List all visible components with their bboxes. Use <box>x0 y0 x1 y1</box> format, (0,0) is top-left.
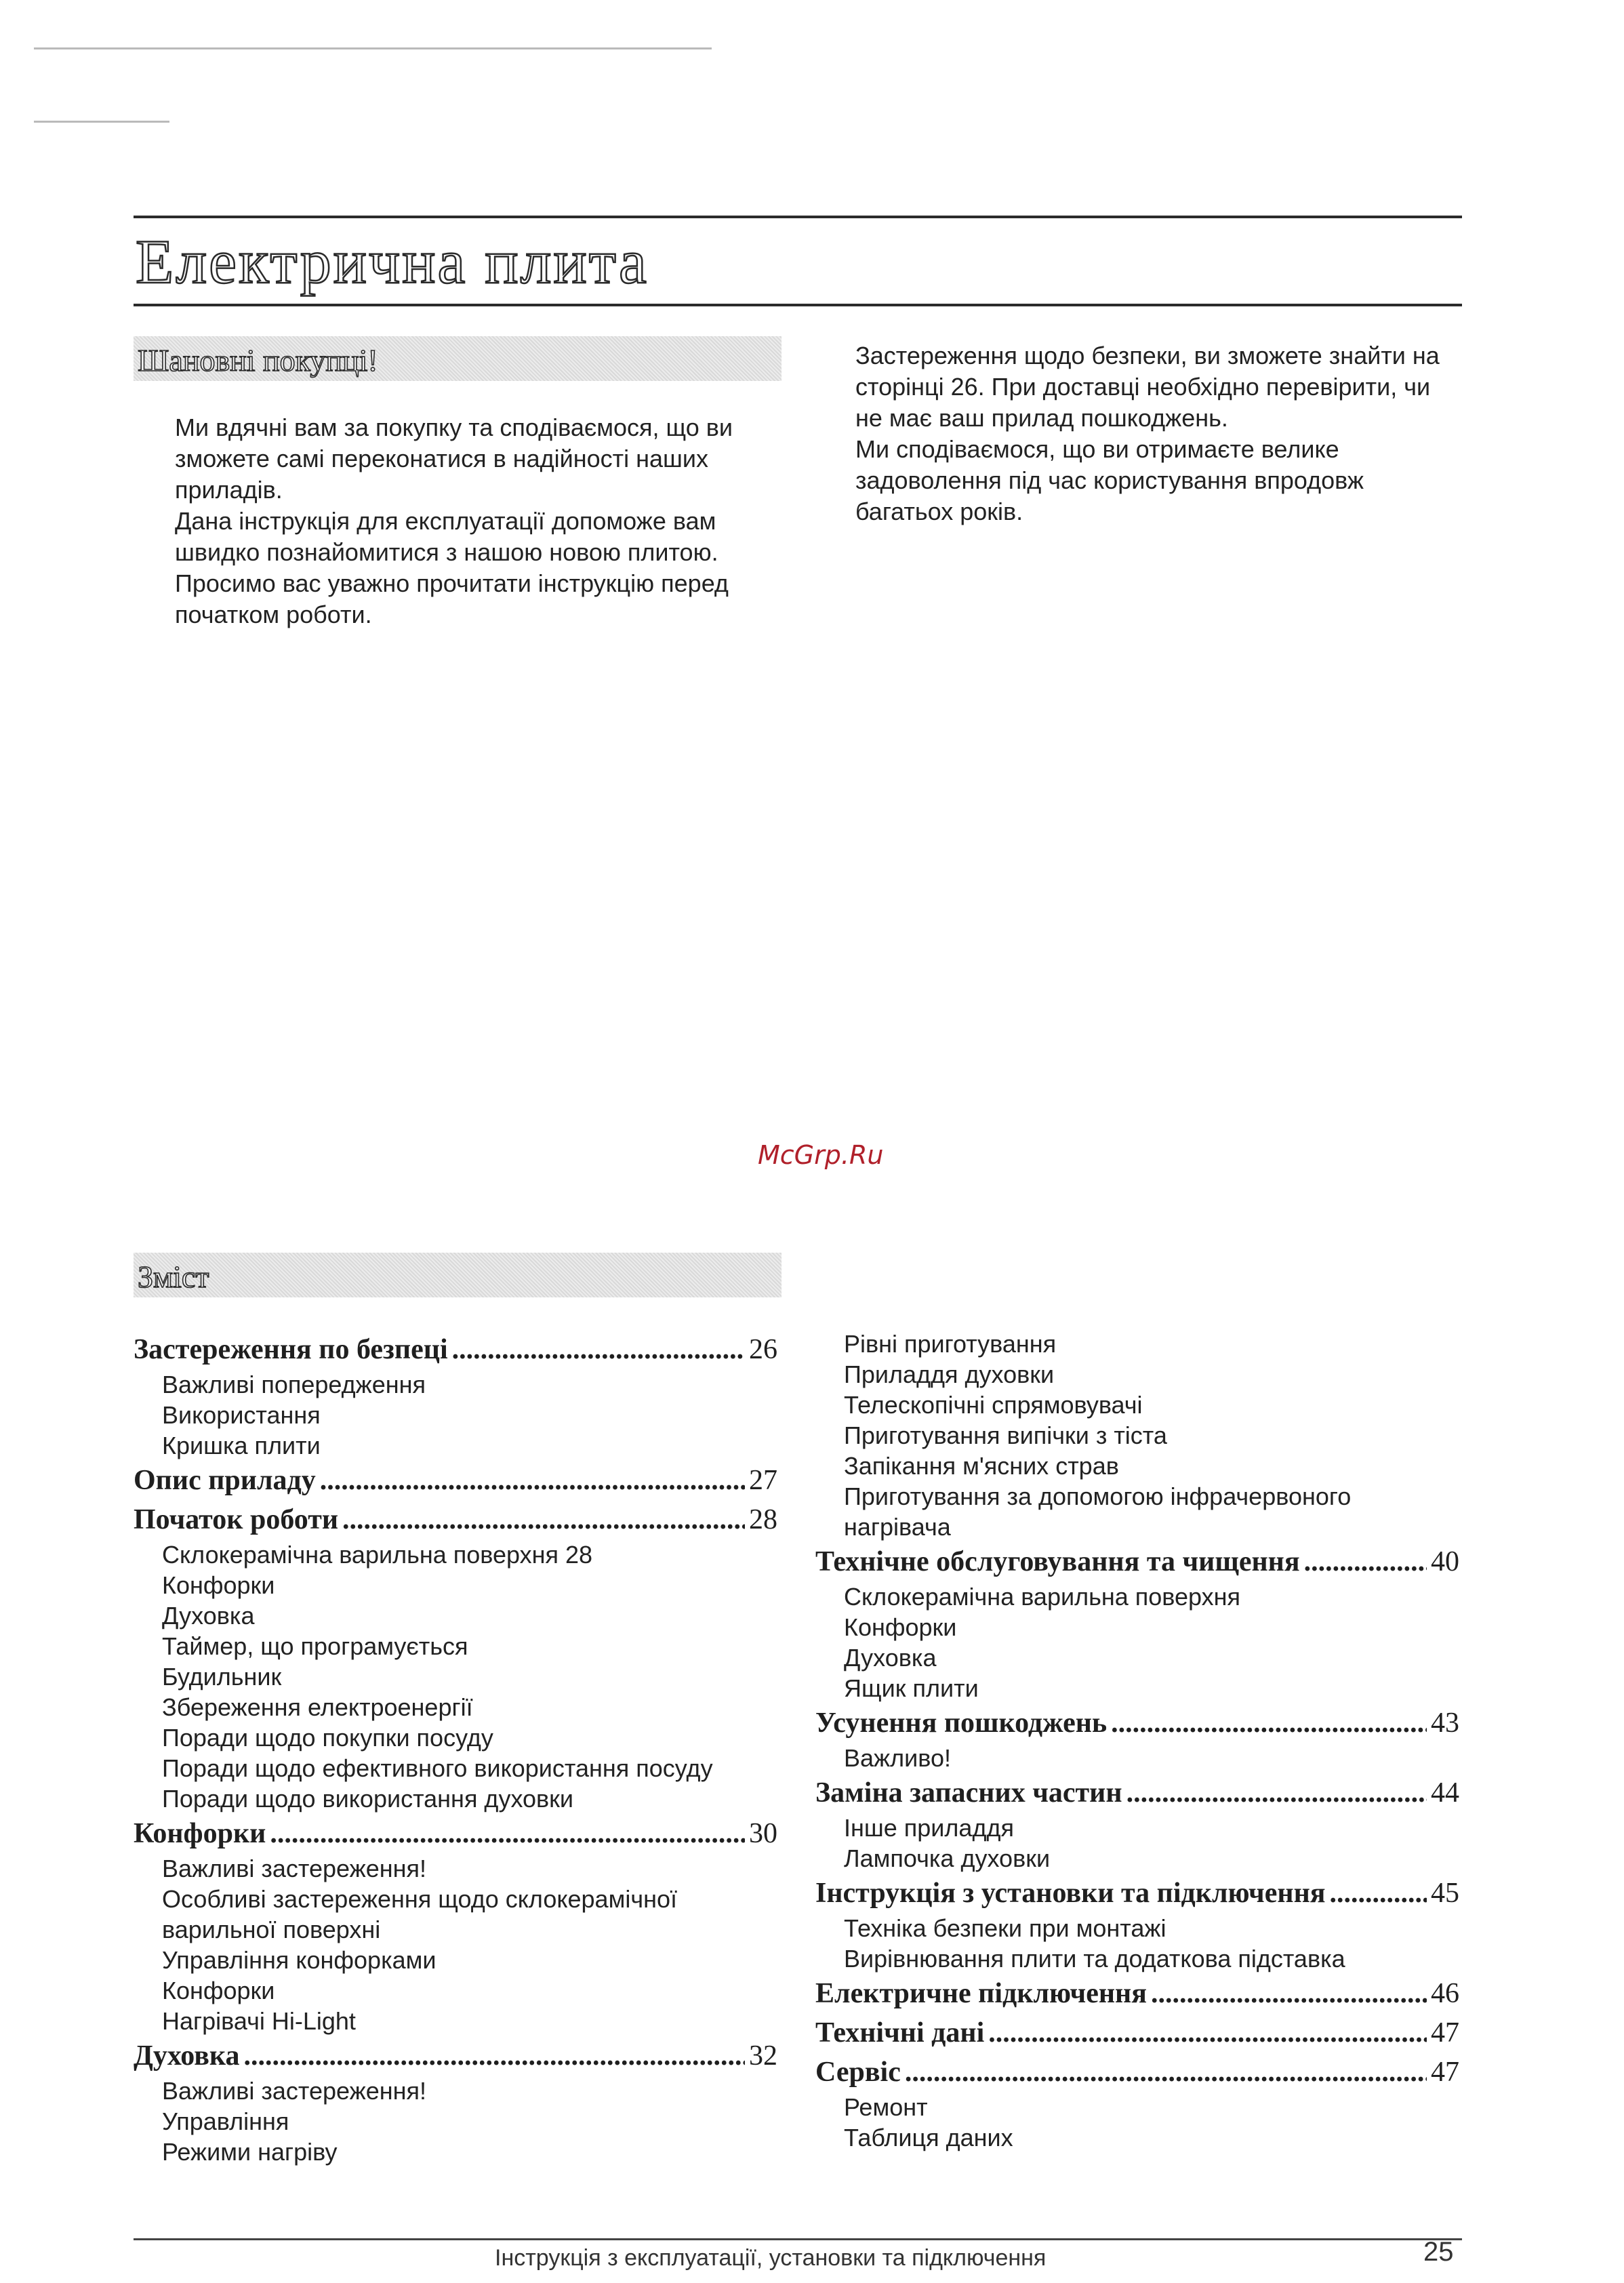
toc-leader-dots <box>905 2053 1427 2092</box>
toc-leader-dots <box>342 1500 745 1539</box>
intro-paragraph: Застереження щодо безпеки, ви зможете знайти на сторінці 26. При доставці необхідно перевірити, чи не має ваш прилад пошкоджень. <box>855 342 1440 432</box>
toc-subentry: Духовка <box>844 1644 937 1672</box>
intro-paragraph: Дана інструкція для експлуатації допоможе вам швидко познайомитися з нашою новою плитою. Просимо вас уважно прочитати інструкцію перед початком роботи. <box>175 507 729 628</box>
scan-artifact-line <box>34 47 712 49</box>
toc-right-column <box>815 1329 1459 2153</box>
toc-heading: Зміст <box>138 1259 209 1294</box>
toc-entry-title: Конфорки <box>134 1818 266 1849</box>
intro-heading: Шановні покупці! <box>138 343 378 378</box>
toc-subentry: Будильник <box>162 1663 282 1691</box>
toc-entry[interactable] <box>134 1330 777 1369</box>
toc-entry-title: Технічне обслуговування та чищення <box>815 1546 1300 1577</box>
toc-entry-page: 27 <box>749 1465 777 1496</box>
toc-leader-dots <box>1330 1874 1427 1913</box>
toc-entry[interactable] <box>815 1773 1459 1813</box>
toc-entry-page: 43 <box>1431 1708 1459 1739</box>
toc-left-column <box>134 1330 777 2167</box>
toc-subentry: Склокерамічна варильна поверхня 28 <box>162 1541 593 1569</box>
toc-subentry: Склокерамічна варильна поверхня <box>844 1583 1240 1611</box>
toc-entry-title: Сервіс <box>815 2057 901 2088</box>
intro-right-column <box>855 340 1452 527</box>
toc-subentry: Приготування випічки з тіста <box>844 1421 1167 1449</box>
scan-artifact-line <box>34 121 169 123</box>
toc-subentry: Важливо! <box>844 1744 951 1772</box>
toc-subentry: Техніка безпеки при монтажі <box>844 1914 1166 1942</box>
toc-entry[interactable] <box>134 2036 777 2076</box>
toc-subentry: Ящик плити <box>844 1674 979 1702</box>
toc-entry[interactable] <box>815 2053 1459 2092</box>
toc-subentry: Рівні приготування <box>844 1330 1057 1358</box>
toc-entry[interactable] <box>134 1814 777 1853</box>
toc-subentry: Кришка плити <box>162 1432 321 1459</box>
toc-leader-dots <box>1126 1773 1427 1813</box>
toc-entry-page: 30 <box>749 1818 777 1849</box>
toc-leader-dots <box>1304 1542 1427 1581</box>
toc-entry-page: 32 <box>749 2040 777 2072</box>
toc-leader-dots <box>988 2013 1427 2053</box>
toc-subentry: Важливі попередження <box>162 1371 426 1398</box>
toc-subentry: Конфорки <box>844 1613 957 1641</box>
toc-subentry: Поради щодо ефективного використання посуду <box>162 1754 713 1782</box>
toc-subentry: Інше приладдя <box>844 1814 1014 1842</box>
toc-subentry: Важливі застереження! <box>162 2077 426 2105</box>
toc-entry-title: Інструкція з установки та підключення <box>815 1878 1326 1909</box>
toc-subentry: Особливі застереження щодо склокерамічної варильної поверхні <box>162 1885 677 1943</box>
toc-subentry: Конфорки <box>162 1571 275 1599</box>
toc-leader-dots <box>270 1814 745 1853</box>
toc-entry-title: Усунення пошкоджень <box>815 1708 1108 1739</box>
toc-entry-title: Технічні дані <box>815 2017 985 2048</box>
intro-paragraph: Ми сподіваємося, що ви отримаєте велике задоволення під час користування впродовж багатьох років. <box>855 435 1364 525</box>
toc-entry-page: 26 <box>749 1334 777 1365</box>
toc-entry-page: 47 <box>1431 2057 1459 2088</box>
toc-entry[interactable] <box>815 1703 1459 1743</box>
intro-heading-banner <box>134 336 781 381</box>
toc-subentry: Збереження електроенергії <box>162 1693 473 1721</box>
toc-subentry: Нагрівачі Hi-Light <box>162 2007 356 2035</box>
toc-entry-title: Заміна запасних частин <box>815 1777 1122 1809</box>
page-title: Електрична плита <box>136 227 649 296</box>
toc-leader-dots <box>452 1330 745 1369</box>
footer-text: Інструкція з експлуатації, установки та підключення <box>495 2245 1047 2271</box>
toc-subentry: Конфорки <box>162 1977 275 2004</box>
toc-subentry: Ремонт <box>844 2093 928 2121</box>
intro-paragraph: Ми вдячні вам за покупку та сподіваємося, що ви зможете самі переконатися в надійності наших приладів. <box>175 413 733 504</box>
toc-subentry: Лампочка духовки <box>844 1844 1051 1872</box>
toc-entry[interactable] <box>815 2013 1459 2053</box>
toc-leader-dots <box>244 2036 746 2076</box>
toc-subentry: Управління <box>162 2107 289 2135</box>
toc-entry-title: Духовка <box>134 2040 240 2072</box>
watermark: McGrp.Ru <box>758 1140 884 1170</box>
toc-entry[interactable] <box>815 1542 1459 1581</box>
toc-leader-dots <box>320 1461 745 1500</box>
toc-entry[interactable] <box>134 1461 777 1500</box>
toc-entry-page: 44 <box>1431 1777 1459 1809</box>
toc-leader-dots <box>1151 1974 1427 2013</box>
toc-subentry: Приладдя духовки <box>844 1360 1055 1388</box>
page-number: 25 <box>1423 2237 1454 2267</box>
toc-entry[interactable] <box>134 1500 777 1539</box>
toc-subentry: Вирівнювання плити та додаткова підставка <box>844 1945 1345 1973</box>
toc-subentry: Таблиця даних <box>844 2124 1013 2151</box>
toc-leader-dots <box>1111 1703 1427 1743</box>
toc-subentry: Телескопічні спрямовувачі <box>844 1391 1143 1419</box>
title-top-rule <box>134 216 1462 218</box>
toc-entry[interactable] <box>815 1974 1459 2013</box>
toc-entry-page: 45 <box>1431 1878 1459 1909</box>
footer-rule <box>134 2238 1462 2240</box>
title-bottom-rule <box>134 304 1462 306</box>
toc-entry-title: Опис приладу <box>134 1465 316 1496</box>
toc-entry-page: 28 <box>749 1504 777 1535</box>
toc-subentry: Поради щодо використання духовки <box>162 1785 574 1813</box>
intro-left-column <box>175 412 771 630</box>
toc-subentry: Таймер, що програмується <box>162 1632 468 1660</box>
toc-subentry: Важливі застереження! <box>162 1855 426 1882</box>
toc-subentry: Режими нагріву <box>162 2138 338 2166</box>
toc-entry-page: 46 <box>1431 1978 1459 2009</box>
toc-subentry: Приготування за допомогою інфрачервоного нагрівача <box>844 1482 1352 1541</box>
toc-subentry: Управління конфорками <box>162 1946 437 1974</box>
toc-entry-title: Застереження по безпеці <box>134 1334 448 1365</box>
toc-entry[interactable] <box>815 1874 1459 1913</box>
toc-entry-page: 40 <box>1431 1546 1459 1577</box>
toc-subentry: Використання <box>162 1401 321 1429</box>
toc-entry-page: 47 <box>1431 2017 1459 2048</box>
toc-entry-title: Електричне підключення <box>815 1978 1147 2009</box>
toc-subentry: Духовка <box>162 1602 255 1630</box>
toc-entry-title: Початок роботи <box>134 1504 339 1535</box>
toc-heading-banner <box>134 1253 781 1297</box>
toc-subentry: Поради щодо покупки посуду <box>162 1724 493 1752</box>
toc-subentry: Запікання м'ясних страв <box>844 1452 1119 1480</box>
